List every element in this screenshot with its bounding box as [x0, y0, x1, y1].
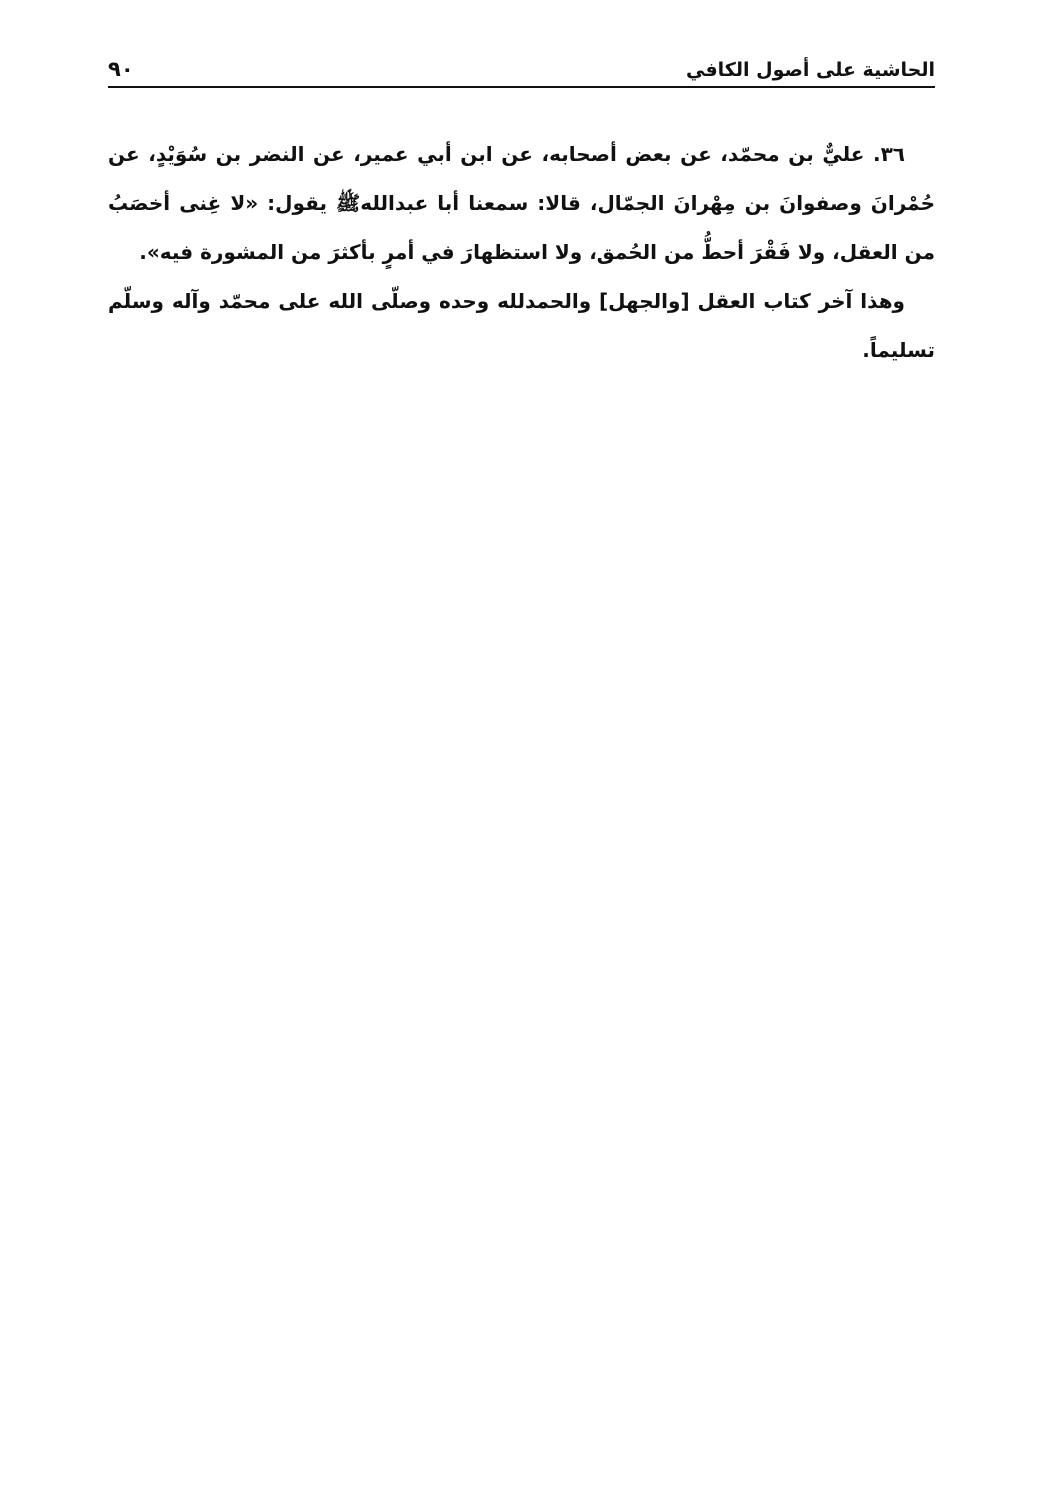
page-number: ٩٠ — [108, 57, 134, 81]
closing-paragraph: وهذا آخر كتاب العقل [والجهل] والحمدلله وحده وصلّى الله على محمّد وآله وسلّم تسليماً. — [108, 289, 935, 362]
page-body — [108, 130, 935, 375]
running-header — [108, 44, 935, 88]
hadith-paragraph: ٣٦. عليٌّ بن محمّد، عن بعض أصحابه، عن ابن أبي عمير، عن النضر بن سُوَيْدٍ، عن حُمْرانَ وصفوانَ بن مِهْرانَ الجمّال، قالا: سمعنا أبا عبداللهﷺ يقول: «لا غِنى أخصَبُ من العقل، ولا فَقْرَ أحطُّ من الحُمق، ولا استظهارَ في أمرٍ بأكثرَ من المشورة فيه». — [108, 142, 935, 264]
running-header-title: الحاشية على أصول الكافي — [685, 59, 935, 81]
